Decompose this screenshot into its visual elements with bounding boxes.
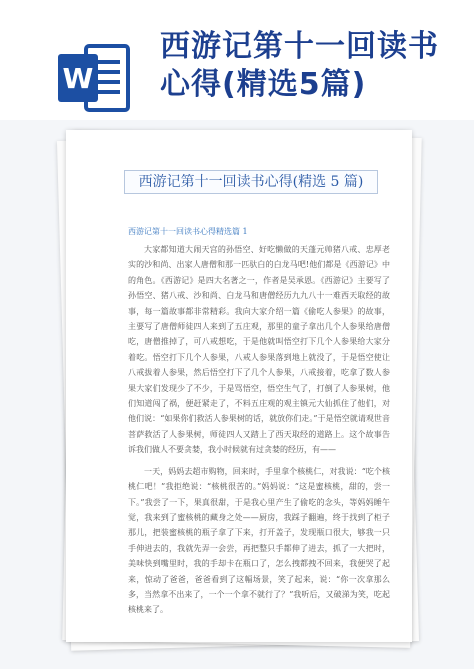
document-page [66,130,412,642]
document-title-box [124,170,378,194]
paragraph: 一天，妈妈去超市购物，回来时，手里拿个核桃仁，对我说：“吃个核桃仁吧！”我拒绝说：“核桃很苦的。”妈妈说：“这是蜜核桃，甜的，尝一下。”我尝了一下，果真很甜，于是我心里产生了偷吃的念头，等妈妈睡午觉，我来到了蜜核桃的藏身之处——厨房，我踩子翻遍，终于找到了柜子那儿，把装蜜核桃的瓶子拿了下来，打开盖子，发现瓶口很大，够我一只手伸进去的，我就先弄一会尝，再把整只手都伸了进去，抓了一大把时，美味快到嘴里时，我的手却卡在瓶口了，怎么拽都拽不回来，我便哭了起来，惊动了爸爸，爸爸看到了这幅场景，笑了起来，说：“你一次拿那么多，当然拿不出来了，一个一个拿不就行了？”我听后，又破涕为笑，吃起核桃来了。 [128,466,390,615]
word-document-icon [56,40,132,116]
document-body [128,242,390,618]
section-heading: 西游记第十一回读书心得精选篇 1 [128,227,248,236]
header-banner [0,0,474,120]
document-title: 西游记第十一回读书心得(精选 5 篇) [138,174,364,190]
document-preview[interactable] [60,130,420,650]
page-title: 西游记第十一回读书心得(精选5篇) [160,29,439,102]
word-icon-letter: W [62,62,94,95]
paragraph: 大家都知道大闹天宫的孙悟空、好吃懒做的天蓬元帅猪八戒、忠厚老实的沙和尚、出家人唐僧和那一匹驮白的白龙马吧!他们都是《西游记》中的角色。《西游记》是四大名著之一，作者是吴承恩。《西游记》主要写了孙悟空、猪八戒、沙和尚、白龙马和唐僧经历九九八十一难西天取经的故事，每一篇故事都非常精彩。我向大家介绍一篇《偷吃人参果》的故事，主要写了唐僧师徒四人来到了五庄观，那里的童子拿出几个人参果给唐僧吃，唐僧推掉了，可八戒想吃，于是他就叫悟空打下几个人参果给大家分着吃。悟空打下几个人参果，八戒人参果落到地上就没了，于是悟空使让八戒拔着人参果，然后悟空打下了几个人参果，八戒接着，吃拿了数人参果大家们发现少了不少，于是骂悟空，悟空生气了，打倒了人参果树，他们知道闯了祸，便赶紧走了，不料五庄观的观主镇元大仙抓住了他们，对他们说：“如果你们救活人参果树的话，就放你们走。”于是悟空就请观世音菩萨救活了人参果树，师徒四人又踏上了西天取经的道路上。这个故事告诉我们做人不要贪婪，我小时候就有过贪婪的经历，有—— [128,245,390,455]
